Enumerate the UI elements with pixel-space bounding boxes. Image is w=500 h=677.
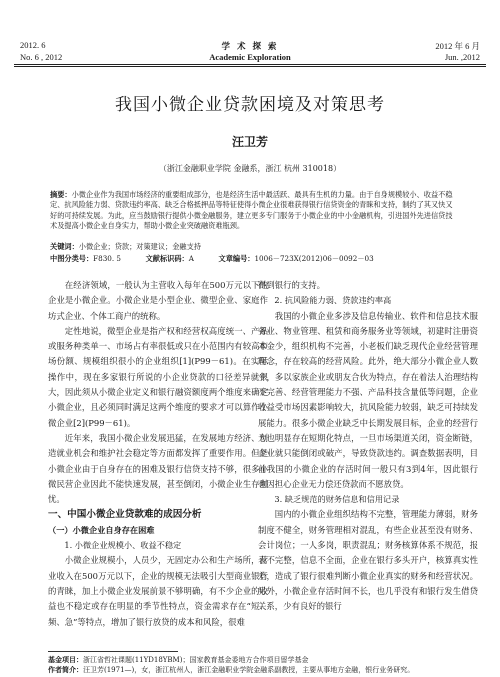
author-bio-label: 作者简介：	[48, 665, 83, 674]
abstract-label: 摘要：	[50, 190, 72, 199]
paragraph: 在经济领域，一般认为主营收入每年在500万元以下的企业是小微企业。小微企业是小型企业、微型企业、家庭作坊式企业、个体工商户的统称。	[48, 280, 268, 321]
issue-date-left: 2012. 6	[20, 40, 46, 50]
paragraph: 国内的小微企业组织结构不完整，管理能力薄弱，财务制度不健全，财务管理相对混乱，有些企业甚至没有财务、会计岗位；一人多岗，职责混乱；财务核算体系不规范，报表不完整，信息不全面，企业在银行多头开户，核算真实性差，造成了银行很难判断小微企业真实的财务和经营状况。另外，小微企业存活时间不长，也几乎没有和银行发生借贷关系，少有良好的银行	[258, 509, 478, 612]
author-affiliation: （浙江金融职业学院 金融系，浙江 杭州 310018）	[158, 164, 342, 173]
abstract-text: 小微企业作为我国市场经济的重要组成部分，也是经济生活中最活跃、最具有生机的力量。由于自身规模较小、收益不稳定、抗风险能力弱、贷款违约率高、缺乏合格抵押品等特征使得小微企业很难获得银行信贷资金的青睐和支持，制约了其又快又好的可持续发展。为此，应当鼓励银行提供小微金融服务，建立更多专门服务于小微企业的中小金融机构，引进国外先进信贷技术及提高小微企业自身实力，帮助小微企业突破融资难瓶颈。	[50, 190, 453, 231]
abstract	[50, 190, 455, 232]
item-heading: 3. 缺乏规范的财务信息和信用记录	[274, 494, 400, 505]
article-author: 汪卫芳	[231, 135, 268, 149]
footnote-rule	[48, 651, 178, 652]
author-bio-text: 汪卫芳(1971—)，女，浙江杭州人，浙江金融职业学院金融系副教授，主要从事地方金融，银行业务研究。	[83, 666, 415, 674]
article-title: 我国小微企业贷款困境及对策思考	[115, 95, 385, 115]
paragraph: 定性地说，微型企业是指产权和经营权高度统一、产品或服务种类单一、市场占有率很低或只在小范围内有较高市场份额、规模组织很小的企业组织[1](P99－61)。在实际操作中，现在多家银行所说的小企业贷款的口径差异就很大，因此须从小微企业定义和银行融资额度两个维度来确定小微企业，且必须同时满足这两个维度的要求才可以算作小微企业[2](P99－61)。	[48, 325, 268, 428]
funding-note	[48, 655, 488, 665]
paragraph: 近年来，我国小微企业发展迅猛，在发展地方经济、创造就业机会和维护社会稳定等方面都发挥了重要作用。但是小微企业由于自身存在的困难及银行信贷支持不够，很多小微民营企业因此不能快速发展，甚至倒闭，小微企业生存堪忧。	[48, 432, 268, 505]
section-heading: 一、中国小微企业贷款难的成因分析	[48, 509, 202, 521]
running-header	[0, 0, 500, 60]
header-rule-top	[14, 64, 486, 65]
journal-name-cn: 学 术 探 索	[221, 42, 279, 52]
article-number: 1006－723X(2012)06－0092－03	[254, 254, 374, 263]
paragraph: 小微企业规模小，人员少，无固定办公和生产场所，营业收入在500万元以下，企业的规模无法吸引大型商业银行的青睐，加上小微企业发展前景不够明确，有不少企业的收益也不稳定或存在明显的季节性特点，资金需求存在“短、频、急”等特点，增加了银行放贷的成本和风险，很难	[48, 555, 268, 627]
keywords-text: 小微企业；贷款；对策建议；金融支持	[78, 242, 201, 251]
clc-label: 中图分类号：	[50, 254, 94, 263]
item-heading: 2. 抗风险能力弱、贷款违约率高	[274, 295, 392, 306]
keywords	[50, 242, 455, 252]
paragraph: 得到银行的支持。	[258, 280, 325, 290]
classification-line	[50, 254, 455, 264]
header-rule-bottom	[14, 66, 486, 67]
funding-text: 浙江省哲社课题(11YD18YBM)；国家教育基金委地方合作项目留学基金	[83, 656, 309, 664]
doc-code: A	[188, 254, 194, 263]
body-left-column	[48, 278, 268, 630]
issue-number-left: No. 6 , 2012	[20, 52, 63, 62]
body-right-column	[258, 278, 478, 615]
funding-label: 基金项目：	[48, 655, 83, 664]
clc-code: F830. 5	[93, 254, 121, 263]
paragraph: 我国的小微企业多涉及信息传输业、软件和信息技术服务业、物业管理、租赁和商务服务业等领域，初建时注册资本金少，组织机构不完善，小老板们缺乏现代企业经营管理理念，存在较高的经营风险。此外，绝大部分小微企业人数少，多以家族企业或朋友合伙为特点，存在着法人治理结构不完善、经营管理能力不强、产品科技含量低等问题，企业收益受市场因素影响较大，抗风险能力较弱，缺乏可持续发展能力。很多小微企业缺乏中长期发展目标，企业的经营行为也明显存在短期化特点，一旦市场渠道关闭，资金断链，企业就只能倒闭或破产，导致贷款违约。调查数据表明，目前我国的小微企业的存活时间一般只有3到4年，因此银行也因担心企业无力偿还贷款而不愿放贷。	[258, 310, 478, 489]
doc-code-label: 文献标识码：	[145, 254, 189, 263]
author-bio-note	[48, 665, 488, 675]
article-no-label: 文章编号：	[218, 254, 255, 263]
journal-name-en: Academic Exploration	[209, 52, 291, 62]
issue-date-right: 2012 年 6 月	[435, 41, 480, 51]
item-heading: 1. 小微企业规模小、收益不稳定	[64, 540, 182, 551]
keywords-label: 关键词：	[50, 242, 79, 251]
subsection-heading: （一）小微企业自身存在困难	[48, 524, 155, 535]
issue-number-right: Jun. ,2012	[444, 52, 480, 62]
